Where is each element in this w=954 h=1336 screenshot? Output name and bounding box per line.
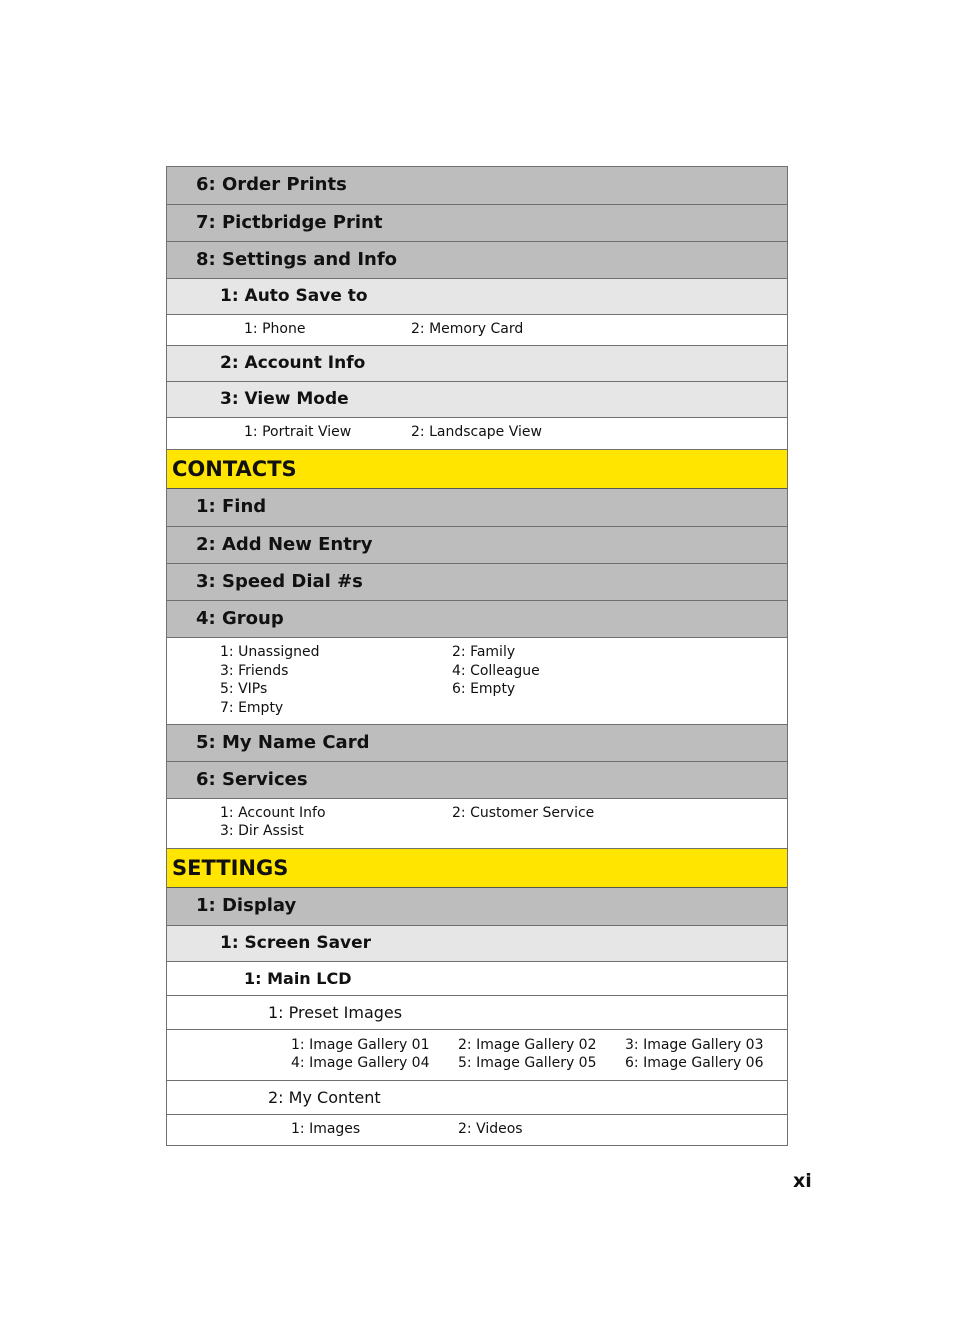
menu-speed-dial: 3: Speed Dial #s xyxy=(167,563,787,600)
option-item: 1: Account Info xyxy=(220,805,326,821)
option-item: 1: Unassigned xyxy=(220,644,320,660)
menu-find: 1: Find xyxy=(167,489,787,526)
menu-my-content: 2: My Content xyxy=(167,1080,787,1114)
view-mode-options xyxy=(167,417,787,449)
group-options xyxy=(167,637,787,724)
option-item: 4: Image Gallery 04 xyxy=(291,1055,430,1071)
my-content-options xyxy=(167,1114,787,1145)
menu-group: 4: Group xyxy=(167,600,787,637)
option-item: 5: Image Gallery 05 xyxy=(458,1055,597,1071)
page-number: xi xyxy=(793,1170,812,1192)
option-item: 2: Landscape View xyxy=(411,424,542,440)
menu-auto-save-to: 1: Auto Save to xyxy=(167,278,787,314)
menu-screen-saver: 1: Screen Saver xyxy=(167,925,787,961)
menu-my-name-card: 5: My Name Card xyxy=(167,724,787,761)
option-item: 1: Images xyxy=(291,1121,361,1137)
option-item: 1: Portrait View xyxy=(244,424,352,440)
option-item: 5: VIPs xyxy=(220,681,268,697)
section-contacts: CONTACTS xyxy=(167,449,787,489)
auto-save-options xyxy=(167,314,787,345)
option-item: 2: Image Gallery 02 xyxy=(458,1037,597,1053)
menu-account-info: 2: Account Info xyxy=(167,345,787,381)
option-item: 2: Videos xyxy=(458,1121,523,1137)
menu-display: 1: Display xyxy=(167,888,787,925)
option-item: 2: Customer Service xyxy=(452,805,595,821)
services-options xyxy=(167,798,787,848)
option-item: 6: Image Gallery 06 xyxy=(625,1055,764,1071)
menu-pictbridge-print: 7: Pictbridge Print xyxy=(167,204,787,241)
option-item: 1: Image Gallery 01 xyxy=(291,1037,430,1053)
section-settings: SETTINGS xyxy=(167,848,787,888)
menu-table xyxy=(166,166,788,1146)
option-item: 3: Friends xyxy=(220,663,289,679)
option-item: 6: Empty xyxy=(452,681,516,697)
menu-settings-and-info: 8: Settings and Info xyxy=(167,241,787,278)
option-item: 1: Phone xyxy=(244,321,306,337)
menu-services: 6: Services xyxy=(167,761,787,798)
option-item: 7: Empty xyxy=(220,700,284,716)
menu-main-lcd: 1: Main LCD xyxy=(167,961,787,995)
menu-order-prints: 6: Order Prints xyxy=(167,167,787,204)
menu-view-mode: 3: View Mode xyxy=(167,381,787,417)
option-item: 3: Dir Assist xyxy=(220,823,304,839)
menu-preset-images: 1: Preset Images xyxy=(167,995,787,1029)
option-item: 3: Image Gallery 03 xyxy=(625,1037,764,1053)
menu-add-new-entry: 2: Add New Entry xyxy=(167,526,787,563)
option-item: 2: Family xyxy=(452,644,516,660)
option-item: 4: Colleague xyxy=(452,663,540,679)
preset-images-options xyxy=(167,1029,787,1080)
option-item: 2: Memory Card xyxy=(411,321,524,337)
